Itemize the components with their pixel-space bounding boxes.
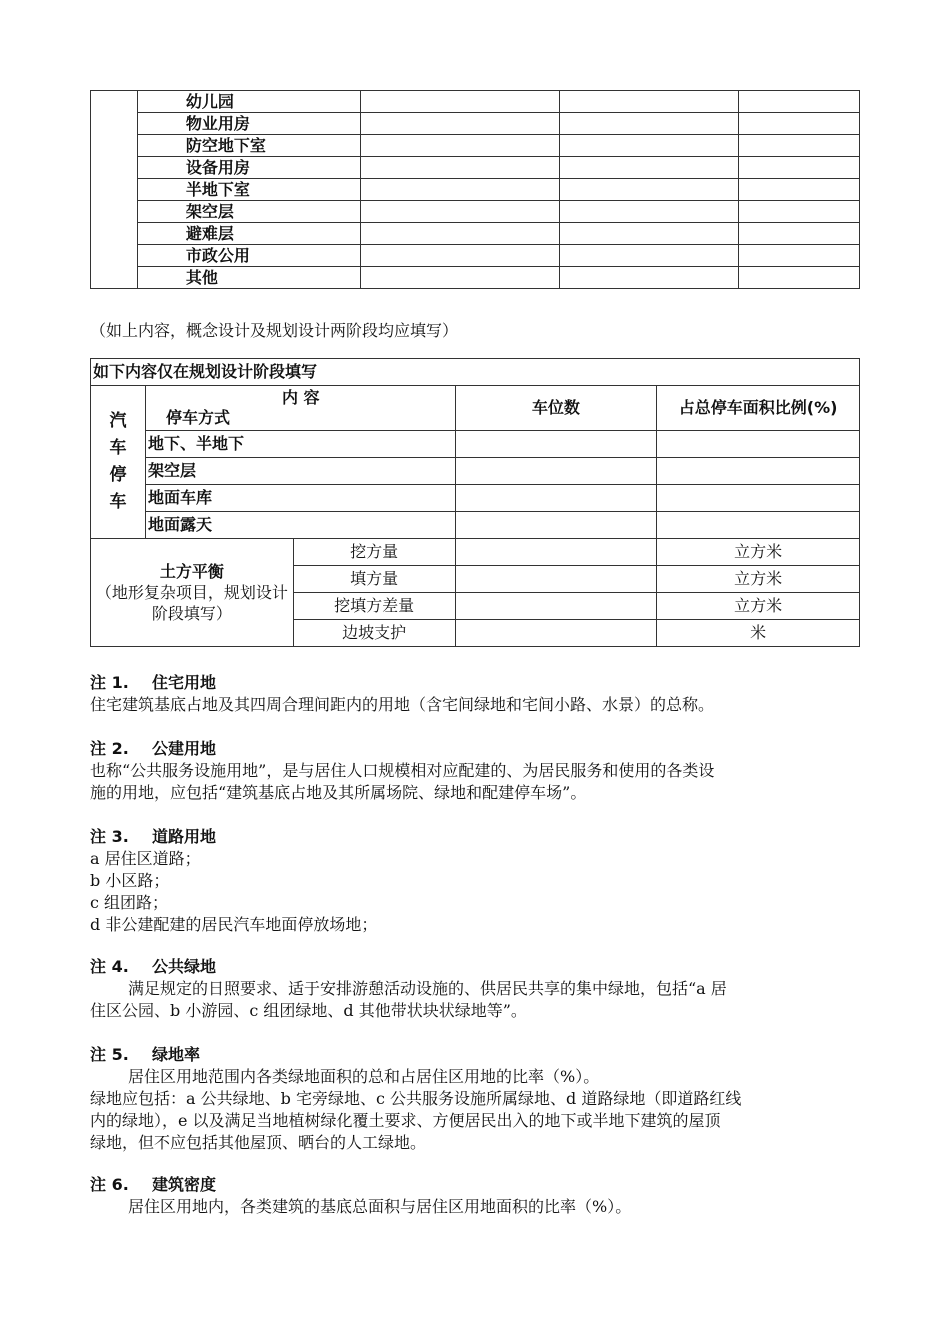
group-char: 停	[109, 465, 127, 485]
fill-instruction: （如上内容，概念设计及规划设计两阶段均应填写）	[90, 321, 459, 340]
note-number: 注 5.	[90, 1045, 129, 1064]
row-label: 避难层	[137, 223, 360, 245]
value-cell	[455, 539, 657, 566]
value-cell	[360, 135, 560, 157]
table-row	[91, 431, 860, 458]
row-label: 市政公用	[137, 245, 360, 267]
value-cell	[739, 113, 860, 135]
note-number: 注 2.	[90, 739, 129, 758]
row-label: 防空地下室	[137, 135, 360, 157]
row-label: 其他	[137, 267, 360, 289]
value-cell	[560, 113, 739, 135]
note-4	[90, 956, 865, 1022]
value-cell	[739, 267, 860, 289]
value-cell	[560, 135, 739, 157]
earthwork-item: 边坡支护	[293, 620, 455, 647]
value-cell	[360, 201, 560, 223]
header-ratio: 占总停车面积比例(%)	[657, 386, 860, 431]
table-row	[91, 245, 860, 267]
note-6	[90, 1174, 865, 1218]
value-cell	[455, 458, 657, 485]
facility-area-table	[90, 90, 860, 289]
table-row	[91, 91, 860, 113]
value-cell	[455, 620, 657, 647]
table-row	[91, 539, 860, 566]
value-cell	[657, 485, 860, 512]
note-line: 住区公园、b 小游园、c 组团绿地、d 其他带状块状绿地等”。	[90, 1001, 527, 1020]
value-cell	[360, 91, 560, 113]
note-line: a 居住区道路；	[90, 849, 201, 868]
value-cell	[739, 245, 860, 267]
diagonal-header	[145, 386, 455, 431]
value-cell	[360, 179, 560, 201]
note-line: 居住区用地范围内各类绿地面积的总和占居住区用地的比率（%）。	[128, 1067, 600, 1086]
note-line: 施的用地，应包括“建筑基底占地及其所属场院、绿地和配建停车场”。	[90, 783, 587, 802]
note-line: 内的绿地），e 以及满足当地植树绿化覆土要求、方便居民出入的地下或半地下建筑的屋顶	[90, 1111, 721, 1130]
car-parking-group	[91, 386, 146, 539]
value-cell	[739, 201, 860, 223]
value-cell	[360, 113, 560, 135]
value-cell	[360, 245, 560, 267]
group-char: 车	[109, 492, 127, 512]
note-3	[90, 826, 865, 936]
value-cell	[560, 267, 739, 289]
note-number: 注 1.	[90, 673, 129, 692]
value-cell	[739, 91, 860, 113]
table-row	[91, 135, 860, 157]
earthwork-item: 填方量	[293, 566, 455, 593]
note-line: 绿地应包括：a 公共绿地、b 宅旁绿地、c 公共服务设施所属绿地、d 道路绿地（即道路红线	[90, 1089, 742, 1108]
note-line: d 非公建配建的居民汽车地面停放场地；	[90, 915, 378, 934]
note-title: 住宅用地	[152, 673, 217, 692]
table-row	[91, 113, 860, 135]
note-title: 建筑密度	[152, 1175, 217, 1194]
table-title: 如下内容仅在规划设计阶段填写	[91, 359, 860, 386]
note-title: 道路用地	[152, 827, 217, 846]
row-label: 幼儿园	[137, 91, 360, 113]
table-title-row	[91, 359, 860, 386]
earthwork-unit: 立方米	[657, 593, 860, 620]
table-row	[91, 512, 860, 539]
value-cell	[360, 157, 560, 179]
value-cell	[455, 566, 657, 593]
value-cell	[560, 223, 739, 245]
row-label: 半地下室	[137, 179, 360, 201]
value-cell	[455, 512, 657, 539]
note-title: 绿地率	[152, 1045, 201, 1064]
note-line: 也称“公共服务设施用地”，是与居住人口规模相对应配建的、为居民服务和使用的各类设	[90, 761, 715, 780]
note-line: b 小区路；	[90, 871, 170, 890]
value-cell	[560, 245, 739, 267]
earthwork-item: 挖方量	[293, 539, 455, 566]
note-line: c 组团路；	[90, 893, 169, 912]
earthwork-unit: 米	[657, 620, 860, 647]
table-row	[91, 157, 860, 179]
header-spaces: 车位数	[455, 386, 657, 431]
note-number: 注 4.	[90, 957, 129, 976]
note-line: 满足规定的日照要求、适于安排游憩活动设施的、供居民共享的集中绿地，包括“a 居	[128, 979, 727, 998]
value-cell	[455, 593, 657, 620]
note-line: 居住区用地内，各类建筑的基底总面积与居住区用地面积的比率（%）。	[128, 1197, 632, 1216]
value-cell	[360, 223, 560, 245]
note-line: 住宅建筑基底占地及其四周合理间距内的用地（含宅间绿地和宅间小路、水景）的总称。	[90, 695, 715, 714]
value-cell	[560, 201, 739, 223]
group-char: 汽	[109, 411, 127, 431]
earthwork-unit: 立方米	[657, 539, 860, 566]
row-label: 架空层	[137, 201, 360, 223]
note-title: 公共绿地	[152, 957, 217, 976]
table-row	[91, 485, 860, 512]
table-row	[91, 201, 860, 223]
value-cell	[657, 458, 860, 485]
table-row	[91, 223, 860, 245]
group-cell	[91, 91, 138, 289]
value-cell	[739, 157, 860, 179]
value-cell	[739, 223, 860, 245]
value-cell	[560, 157, 739, 179]
value-cell	[739, 135, 860, 157]
header-parking-mode: 停车方式	[165, 408, 230, 427]
parking-mode: 地下、半地下	[145, 431, 455, 458]
parking-mode: 架空层	[145, 458, 455, 485]
note-number: 注 3.	[90, 827, 129, 846]
earthwork-label	[91, 539, 294, 647]
note-5	[90, 1044, 865, 1154]
parking-mode: 地面车库	[145, 485, 455, 512]
header-content: 内 容	[281, 388, 320, 407]
table-row	[91, 179, 860, 201]
table-row	[91, 458, 860, 485]
value-cell	[360, 267, 560, 289]
earthwork-item: 挖填方差量	[293, 593, 455, 620]
note-title: 公建用地	[152, 739, 217, 758]
note-1	[90, 672, 865, 716]
value-cell	[560, 179, 739, 201]
note-number: 注 6.	[90, 1175, 129, 1194]
group-char: 车	[109, 438, 127, 458]
earthwork-title: 土方平衡	[159, 562, 224, 581]
row-label: 设备用房	[137, 157, 360, 179]
value-cell	[455, 431, 657, 458]
table-header-row	[91, 386, 860, 431]
row-label: 物业用房	[137, 113, 360, 135]
note-line: 绿地，但不应包括其他屋顶、晒台的人工绿地。	[90, 1133, 427, 1152]
parking-mode: 地面露天	[145, 512, 455, 539]
note-2	[90, 738, 865, 804]
earthwork-note: （地形复杂项目，规划设计阶段填写）	[95, 583, 288, 623]
parking-earthwork-table	[90, 358, 860, 647]
value-cell	[657, 512, 860, 539]
earthwork-unit: 立方米	[657, 566, 860, 593]
value-cell	[560, 91, 739, 113]
value-cell	[455, 485, 657, 512]
value-cell	[739, 179, 860, 201]
table-row	[91, 267, 860, 289]
value-cell	[657, 431, 860, 458]
